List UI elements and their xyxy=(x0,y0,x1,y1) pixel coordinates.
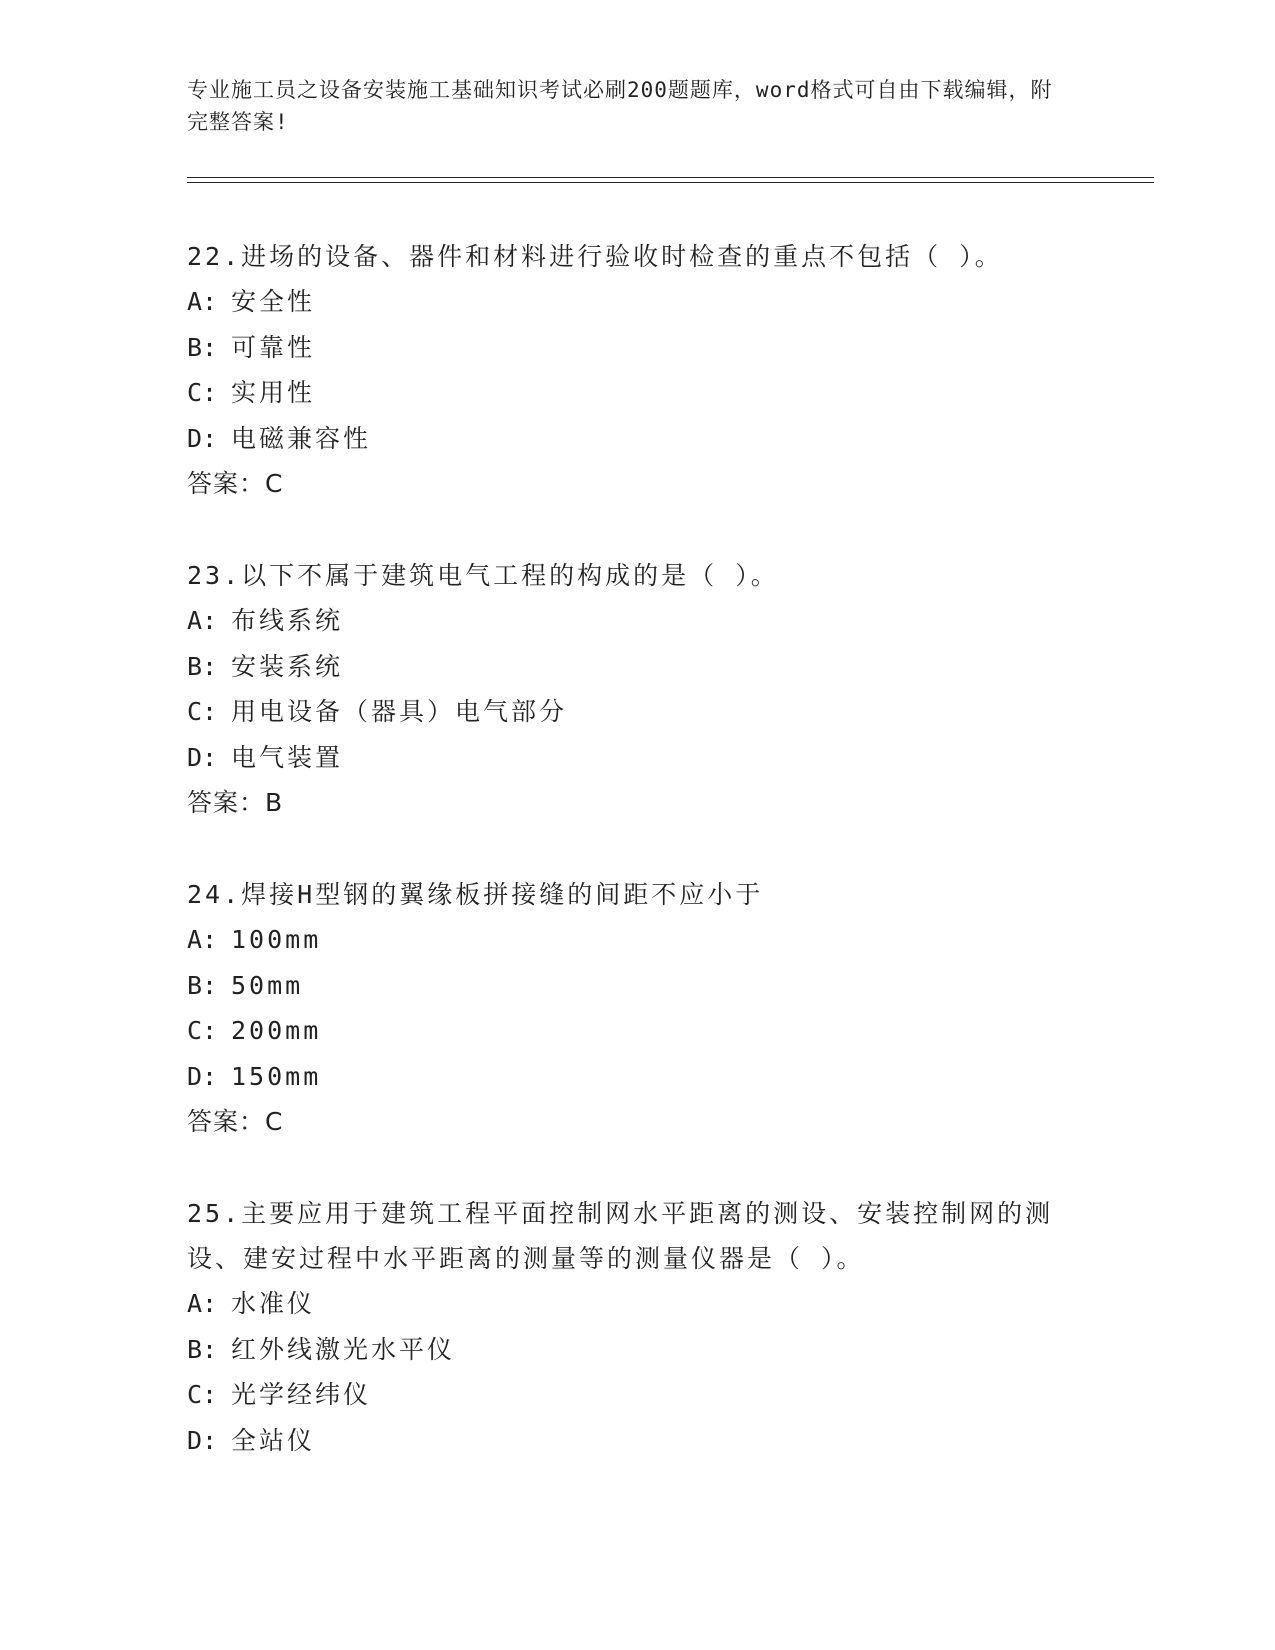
question-stem: 23.以下不属于建筑电气工程的构成的是（ ）。 xyxy=(187,561,779,590)
question-stem: 25.主要应用于建筑工程平面控制网水平距离的测设、安装控制网的测设、建安过程中水平距离的测量等的测量仪器是（ ）。 xyxy=(187,1199,1054,1273)
option-a xyxy=(187,917,1087,963)
option-letter: A: xyxy=(187,606,218,635)
question-23 xyxy=(187,553,1087,825)
option-text: 实用性 xyxy=(231,378,316,407)
option-text: 用电设备（器具）电气部分 xyxy=(231,697,568,726)
document-header: 专业施工员之设备安装施工基础知识考试必刷200题题库，word格式可自由下载编辑，附完整答案! xyxy=(187,78,1053,134)
option-text: 电气装置 xyxy=(231,742,344,772)
question-stem: 24.焊接H型钢的翼缘板拼接缝的间距不应小于 xyxy=(187,880,764,909)
option-letter: D: xyxy=(187,1061,218,1091)
option-letter: C: xyxy=(187,1016,218,1045)
option-c xyxy=(187,1008,1087,1054)
option-text: 100mm xyxy=(231,925,322,954)
question-22 xyxy=(187,234,1087,506)
option-text: 150mm xyxy=(231,1061,322,1091)
option-a xyxy=(187,1281,1087,1327)
answer: 答案：C xyxy=(187,1107,284,1136)
option-letter: C: xyxy=(187,697,218,726)
option-letter: D: xyxy=(187,423,218,453)
option-a xyxy=(187,598,1087,644)
option-text: 安装系统 xyxy=(231,651,344,681)
option-c xyxy=(187,370,1087,416)
option-c xyxy=(187,689,1087,735)
option-d xyxy=(187,1054,1087,1100)
answer: 答案：B xyxy=(187,788,284,817)
option-text: 200mm xyxy=(231,1016,322,1045)
option-letter: A: xyxy=(187,287,218,316)
option-d xyxy=(187,416,1087,462)
option-d xyxy=(187,735,1087,781)
option-letter: C: xyxy=(187,1380,218,1409)
option-letter: C: xyxy=(187,378,218,407)
option-text: 水准仪 xyxy=(231,1289,316,1318)
option-letter: A: xyxy=(187,925,218,954)
option-text: 全站仪 xyxy=(231,1425,316,1455)
option-letter: D: xyxy=(187,742,218,772)
option-b xyxy=(187,644,1087,690)
option-text: 安全性 xyxy=(231,287,316,316)
option-letter: B: xyxy=(187,651,218,681)
option-c xyxy=(187,1372,1087,1418)
option-text: 电磁兼容性 xyxy=(231,423,372,453)
question-stem: 22.进场的设备、器件和材料进行验收时检查的重点不包括（ ）。 xyxy=(187,242,1003,271)
option-letter: B: xyxy=(187,332,218,362)
option-text: 布线系统 xyxy=(231,606,344,635)
option-d xyxy=(187,1418,1087,1464)
option-a xyxy=(187,279,1087,325)
question-25 xyxy=(187,1191,1087,1463)
header-divider-bottom xyxy=(187,182,1154,183)
option-b xyxy=(187,1327,1087,1373)
option-b xyxy=(187,963,1087,1009)
option-text: 光学经纬仪 xyxy=(231,1380,372,1409)
option-text: 红外线激光水平仪 xyxy=(231,1334,456,1364)
option-letter: B: xyxy=(187,1334,218,1364)
option-letter: A: xyxy=(187,1289,218,1318)
option-b xyxy=(187,325,1087,371)
option-text: 50mm xyxy=(231,970,304,1000)
option-text: 可靠性 xyxy=(231,332,316,362)
answer: 答案：C xyxy=(187,469,284,498)
option-letter: D: xyxy=(187,1425,218,1455)
header-divider-top xyxy=(187,177,1154,178)
question-24 xyxy=(187,872,1087,1144)
option-letter: B: xyxy=(187,970,218,1000)
